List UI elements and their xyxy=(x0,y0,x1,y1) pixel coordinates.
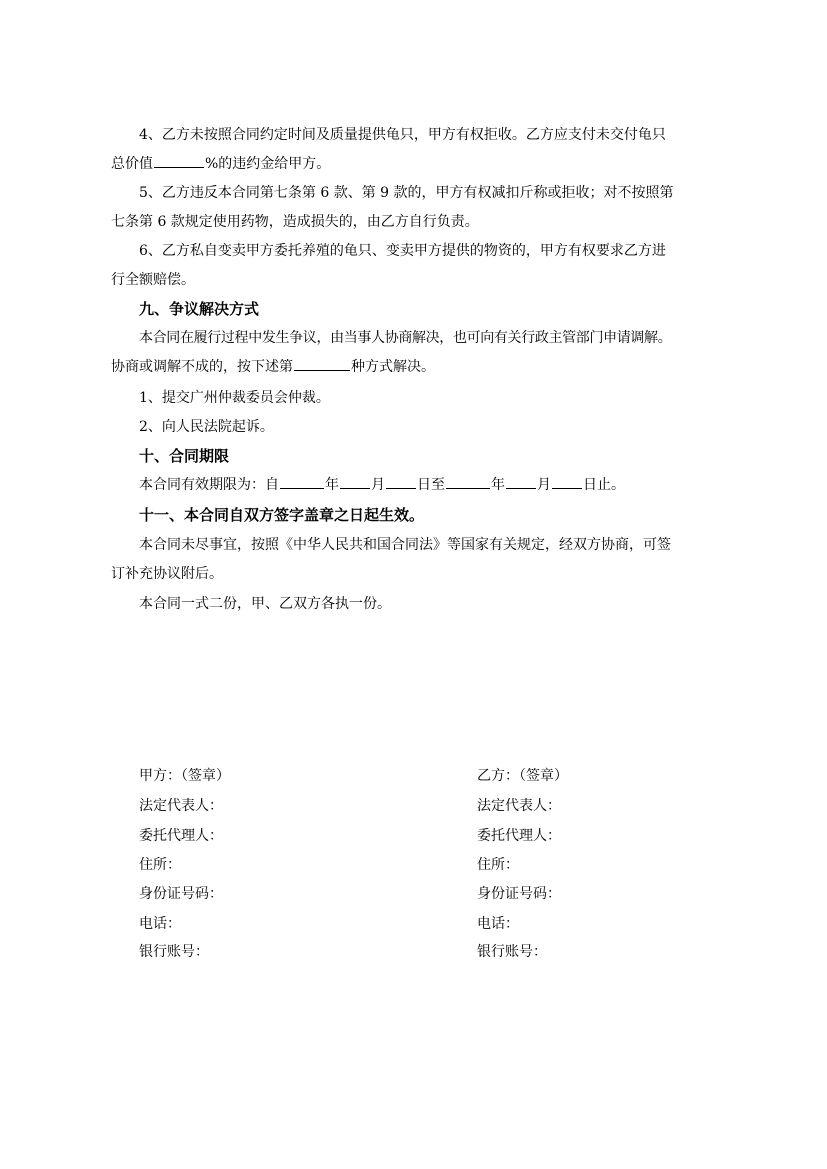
clause-6-line-1: 6、乙方私自变卖甲方委托养殖的龟只、变卖甲方提供的物资的，甲方有权要求乙方进 xyxy=(139,243,666,259)
section-11-line-1: 本合同未尽事宜，按照《中华人民共和国合同法》等国家有关规定，经双方协商，可签 xyxy=(139,537,671,553)
section-9-text-b: 种方式解决。 xyxy=(351,359,435,375)
clause-4-line-2 xyxy=(111,150,717,179)
party-b-id-number: 身份证号码： xyxy=(477,886,561,902)
term-prefix: 本合同有效期限为：自 xyxy=(139,477,279,493)
party-b-phone: 电话： xyxy=(477,916,519,932)
section-9-text-a: 协商或调解不成的，按下述第 xyxy=(111,359,293,375)
start-year-blank[interactable] xyxy=(280,474,324,489)
party-b-address: 住所： xyxy=(477,857,519,873)
start-month-label: 月 xyxy=(371,477,385,493)
end-year-blank[interactable] xyxy=(446,474,490,489)
clause-4 xyxy=(111,121,717,179)
resolution-method-blank[interactable] xyxy=(294,356,350,371)
party-a-bank-account: 银行账号： xyxy=(139,944,209,960)
party-b-bank-account: 银行账号： xyxy=(477,944,547,960)
section-9-line-2 xyxy=(111,353,717,382)
party-b-title: 乙方：（签章） xyxy=(477,768,568,784)
clause-6 xyxy=(111,237,717,295)
section-10-heading: 十、合同期限 xyxy=(139,447,230,465)
party-a-agent: 委托代理人： xyxy=(139,828,223,844)
section-9-paragraph xyxy=(111,324,717,382)
section-11-line-2: 订补充协议附后。 xyxy=(111,566,223,582)
end-month-label: 月 xyxy=(537,477,551,493)
section-11-paragraph-2: 本合同一式二份，甲、乙双方各执一份。 xyxy=(139,596,391,612)
clause-4-text-a: 总价值 xyxy=(111,156,153,172)
start-year-label: 年 xyxy=(325,477,339,493)
clause-5 xyxy=(111,179,717,237)
end-month-blank[interactable] xyxy=(506,474,536,489)
section-10-term xyxy=(111,471,717,500)
section-9-heading: 九、争议解决方式 xyxy=(139,300,260,318)
party-a-phone: 电话： xyxy=(139,916,181,932)
penalty-percent-blank[interactable] xyxy=(154,153,204,168)
section-11-heading: 十一、本合同自双方签字盖章之日起生效。 xyxy=(139,506,425,524)
party-a-legal-rep: 法定代表人： xyxy=(139,798,223,814)
start-month-blank[interactable] xyxy=(340,474,370,489)
party-b-legal-rep: 法定代表人： xyxy=(477,798,561,814)
end-day-label: 日止。 xyxy=(583,477,625,493)
term-line xyxy=(111,471,717,500)
party-b-agent: 委托代理人： xyxy=(477,828,561,844)
clause-5-line-1: 5、乙方违反本合同第七条第 6 款、第 9 款的，甲方有权减扣斤称或拒收；对不按照第 xyxy=(139,185,674,201)
end-year-label: 年 xyxy=(491,477,505,493)
party-a-title: 甲方：（签章） xyxy=(139,768,230,784)
section-11-paragraph-1 xyxy=(111,531,717,589)
clause-4-text-b: %的违约金给甲方。 xyxy=(205,156,331,172)
clause-6-line-2: 行全额赔偿。 xyxy=(111,272,195,288)
section-9-option-2: 2、向人民法院起诉。 xyxy=(139,419,274,435)
start-day-blank[interactable] xyxy=(386,474,416,489)
end-day-blank[interactable] xyxy=(552,474,582,489)
party-a-id-number: 身份证号码： xyxy=(139,886,223,902)
clause-5-line-2: 七条第 6 款规定使用药物，造成损失的，由乙方自行负责。 xyxy=(111,214,479,230)
party-a-address: 住所： xyxy=(139,857,181,873)
section-9-line-1: 本合同在履行过程中发生争议，由当事人协商解决，也可向有关行政主管部门申请调解。 xyxy=(139,330,672,346)
section-9-option-1: 1、提交广州仲裁委员会仲裁。 xyxy=(139,390,330,406)
clause-4-line-1: 4、乙方未按照合同约定时间及质量提供龟只，甲方有权拒收。乙方应支付未交付龟只 xyxy=(139,127,666,143)
start-day-label: 日至 xyxy=(417,477,445,493)
